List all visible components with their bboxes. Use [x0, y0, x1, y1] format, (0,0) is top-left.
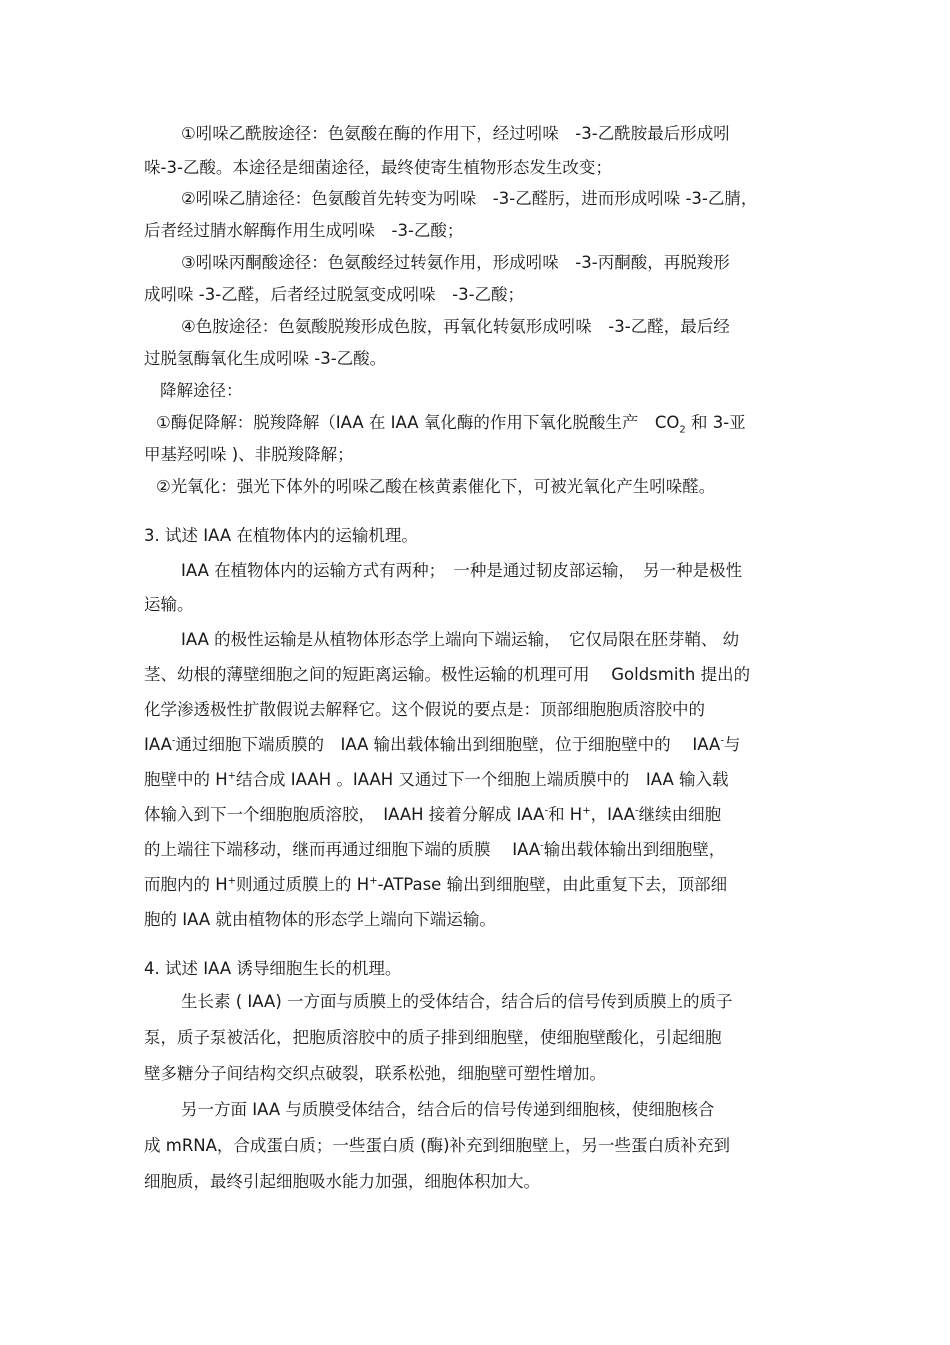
question-3-title: 3. 试述 IAA 在植物体内的运输机理。 [144, 526, 418, 545]
q3-para-2-line-7: 的上端往下端移动，继而再通过细胞下端的质膜 IAA-输出载体输出到细胞壁， [144, 840, 726, 859]
degradation-item-1-line-1: ①酶促降解：脱羧降解（IAA 在 IAA 氧化酶的作用下氧化脱酸生产 $CO_2$ 和 3-亚 [156, 413, 746, 436]
q4-para-2-line-3: 细胞质，最终引起细胞吸水能力加强，细胞体积加大。 [144, 1172, 540, 1191]
q4-para-2-line-1: 另一方面 IAA 与质膜受体结合，结合后的信号传递到细胞核，使细胞核合 [181, 1100, 715, 1119]
pathway-1-line-1: ①吲哚乙酰胺途径：色氨酸在酶的作用下，经过吲哚 -3-乙酰胺最后形成吲 [181, 124, 730, 143]
degradation-item-2: ②光氧化：强光下体外的吲哚乙酸在核黄素催化下，可被光氧化产生吲哚醛。 [156, 477, 716, 496]
degradation-heading: 降解途径： [160, 381, 243, 400]
pathway-3-line-1: ③吲哚丙酮酸途径：色氨酸经过转氨作用，形成吲哚 -3-丙酮酸，再脱羧形 [181, 253, 730, 272]
pathway-1-line-2: 哚-3-乙酸。本途径是细菌途径，最终使寄生植物形态发生改变； [144, 158, 612, 177]
q3-para-2-line-3: 化学渗透极性扩散假说去解释它。这个假说的要点是：顶部细胞胞质溶胶中的 [144, 700, 705, 719]
q4-para-1-line-1: 生长素 ( IAA) 一方面与质膜上的受体结合，结合后的信号传到质膜上的质子 [181, 992, 733, 1011]
q3-para-2-line-6: 体输入到下一个细胞胞质溶胶， IAAH 接着分解成 IAA-和 H+，IAA-继续由细胞 [144, 805, 722, 824]
q3-para-2-line-4: IAA-通过细胞下端质膜的 IAA 输出载体输出到细胞壁，位于细胞壁中的 IAA-与 [144, 735, 741, 754]
q4-para-1-line-3: 壁多糖分子间结构交织点破裂，联系松弛，细胞壁可塑性增加。 [144, 1064, 606, 1083]
pathway-4-line-1: ④色胺途径：色氨酸脱羧形成色胺，再氧化转氨形成吲哚 -3-乙醛，最后经 [181, 317, 730, 336]
pathway-3-line-2: 成吲哚 -3-乙醛，后者经过脱氢变成吲哚 -3-乙酸； [144, 285, 525, 304]
question-4-title: 4. 试述 IAA 诱导细胞生长的机理。 [144, 959, 402, 978]
q3-para-2-line-1: IAA 的极性运输是从植物体形态学上端向下端运输， 它仅局限在胚芽鞘、 幼 [181, 630, 740, 649]
degradation-item-1-line-2: 甲基羟吲哚 )、非脱羧降解； [144, 445, 354, 464]
pathway-2-line-2: 后者经过腈水解酶作用生成吲哚 -3-乙酸； [144, 221, 464, 240]
q3-para-2-line-2: 茎、幼根的薄壁细胞之间的短距离运输。极性运输的机理可用 Goldsmith 提出的 [144, 665, 751, 684]
q3-para-1-line-1: IAA 在植物体内的运输方式有两种； 一种是通过韧皮部运输， 另一种是极性 [181, 561, 743, 580]
q3-para-2-line-5: 胞壁中的 H+结合成 IAAH 。IAAH 又通过下一个细胞上端质膜中的 IAA 输入载 [144, 770, 729, 789]
q3-para-2-line-8: 而胞内的 H+则通过质膜上的 H+-ATPase 输出到细胞壁，由此重复下去，顶部细 [144, 875, 728, 894]
q3-para-2-line-9: 胞的 IAA 就由植物体的形态学上端向下端运输。 [144, 910, 496, 929]
pathway-4-line-2: 过脱氢酶氧化生成吲哚 -3-乙酸。 [144, 349, 387, 368]
q4-para-1-line-2: 泵，质子泵被活化，把胞质溶胶中的质子排到细胞壁，使细胞壁酸化，引起细胞 [144, 1028, 722, 1047]
q4-para-2-line-2: 成 mRNA，合成蛋白质；一些蛋白质 (酶)补充到细胞壁上，另一些蛋白质补充到 [144, 1136, 731, 1155]
q3-para-1-line-2: 运输。 [144, 595, 194, 614]
pathway-2-line-1: ②吲哚乙腈途径：色氨酸首先转变为吲哚 -3-乙醛肟，进而形成吲哚 -3-乙腈， [181, 189, 758, 208]
